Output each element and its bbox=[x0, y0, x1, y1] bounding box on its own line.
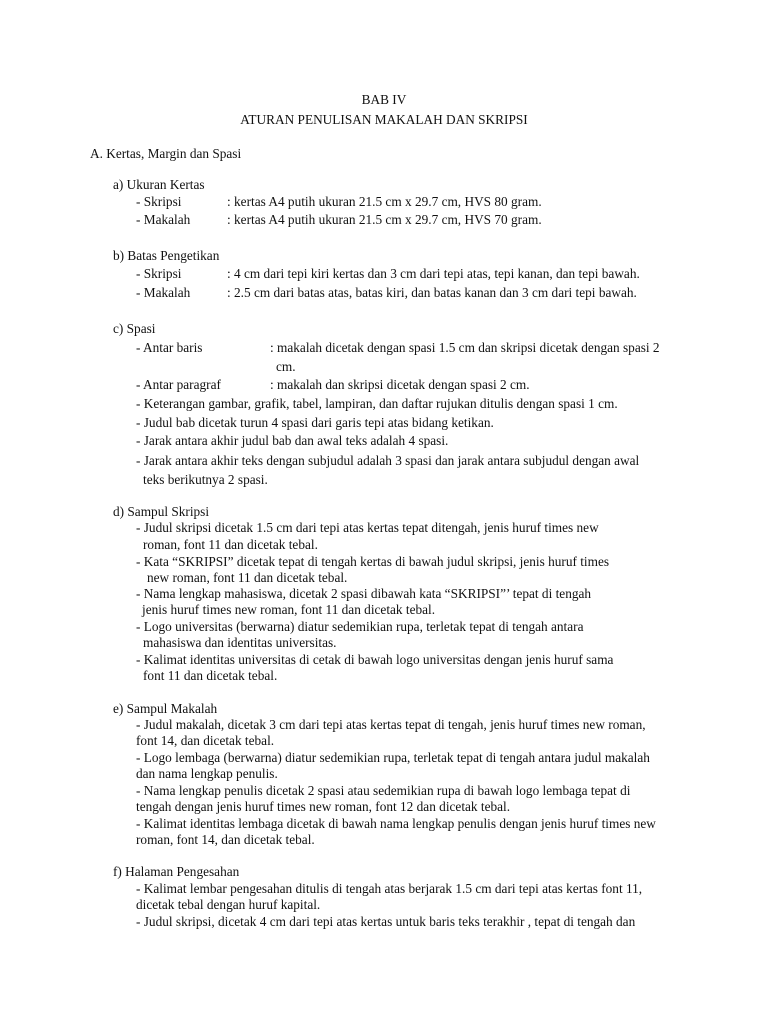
section-a-heading: A. Kertas, Margin dan Spasi bbox=[90, 146, 242, 161]
c-paragraf-value: : makalah dan skripsi dicetak dengan spasi 2 cm. bbox=[270, 377, 530, 392]
e-line-1: - Judul makalah, dicetak 3 cm dari tepi atas kertas tepat di tengah, jenis huruf times new roman, bbox=[136, 717, 646, 732]
e-line-1-cont: font 14, dan dicetak tebal. bbox=[136, 733, 275, 748]
a-makalah-label: - Makalah bbox=[136, 212, 191, 227]
c-line-4: - Jarak antara akhir teks dengan subjudul adalah 3 spasi dan jarak antara subjudul dengan awal bbox=[136, 453, 640, 468]
e-line-3: - Nama lengkap penulis dicetak 2 spasi atau sedemikian rupa di bawah logo lembaga tepat di bbox=[136, 783, 631, 798]
d-line-1-cont: roman, font 11 dan dicetak tebal. bbox=[143, 537, 318, 552]
e-line-4: - Kalimat identitas lembaga dicetak di bawah nama lengkap penulis dengan jenis huruf times new bbox=[136, 816, 656, 831]
d-line-2-cont: new roman, font 11 dan dicetak tebal. bbox=[147, 570, 348, 585]
e-line-4-cont: roman, font 14, dan dicetak tebal. bbox=[136, 832, 315, 847]
b-skripsi-label: - Skripsi bbox=[136, 266, 182, 281]
c-baris-value: : makalah dicetak dengan spasi 1.5 cm dan skripsi dicetak dengan spasi 2 bbox=[270, 340, 660, 355]
b-makalah-label: - Makalah bbox=[136, 285, 191, 300]
subsection-a-heading: a) Ukuran Kertas bbox=[113, 177, 205, 192]
d-line-4: - Logo universitas (berwarna) diatur sedemikian rupa, terletak tepat di tengah antara bbox=[136, 619, 584, 634]
d-line-2: - Kata “SKRIPSI” dicetak tepat di tengah kertas di bawah judul skripsi, jenis huruf times bbox=[136, 554, 610, 569]
c-baris-value-cont: cm. bbox=[276, 359, 296, 374]
d-line-4-cont: mahasiswa dan identitas universitas. bbox=[143, 635, 337, 650]
e-line-3-cont: tengah dengan jenis huruf times new roman, font 12 dan dicetak tebal. bbox=[136, 799, 511, 814]
chapter-title: ATURAN PENULISAN MAKALAH DAN SKRIPSI bbox=[240, 112, 528, 127]
d-line-5-cont: font 11 dan dicetak tebal. bbox=[143, 668, 278, 683]
subsection-f-heading: f) Halaman Pengesahan bbox=[113, 864, 240, 879]
subsection-b-heading: b) Batas Pengetikan bbox=[113, 248, 220, 263]
a-skripsi-label: - Skripsi bbox=[136, 194, 182, 209]
c-line-1: - Keterangan gambar, grafik, tabel, lampiran, dan daftar rujukan ditulis dengan spasi 1 cm. bbox=[136, 396, 618, 411]
c-line-3: - Jarak antara akhir judul bab dan awal teks adalah 4 spasi. bbox=[136, 433, 449, 448]
b-makalah-value: : 2.5 cm dari batas atas, batas kiri, dan batas kanan dan 3 cm dari tepi bawah. bbox=[227, 285, 637, 300]
a-makalah-value: : kertas A4 putih ukuran 21.5 cm x 29.7 cm, HVS 70 gram. bbox=[227, 212, 542, 227]
chapter-number: BAB IV bbox=[361, 92, 407, 107]
c-paragraf-label: - Antar paragraf bbox=[136, 377, 221, 392]
a-skripsi-value: : kertas A4 putih ukuran 21.5 cm x 29.7 cm, HVS 80 gram. bbox=[227, 194, 542, 209]
subsection-c-heading: c) Spasi bbox=[113, 321, 156, 336]
subsection-d-heading: d) Sampul Skripsi bbox=[113, 504, 210, 519]
f-line-1-cont: dicetak tebal dengan huruf kapital. bbox=[136, 897, 321, 912]
d-line-3: - Nama lengkap mahasiswa, dicetak 2 spasi dibawah kata “SKRIPSI”’ tepat di tengah bbox=[136, 586, 592, 601]
f-line-1: - Kalimat lembar pengesahan ditulis di tengah atas berjarak 1.5 cm dari tepi atas kertas font 11, bbox=[136, 881, 643, 896]
d-line-5: - Kalimat identitas universitas di cetak di bawah logo universitas dengan jenis huruf sama bbox=[136, 652, 614, 667]
f-line-2: - Judul skripsi, dicetak 4 cm dari tepi atas kertas untuk baris teks terakhir , tepat di tengah dan bbox=[136, 914, 636, 929]
c-line-4-cont: teks berikutnya 2 spasi. bbox=[143, 472, 268, 487]
c-line-2: - Judul bab dicetak turun 4 spasi dari garis tepi atas bidang ketikan. bbox=[136, 415, 494, 430]
e-line-2-cont: dan nama lengkap penulis. bbox=[136, 766, 278, 781]
e-line-2: - Logo lembaga (berwarna) diatur sedemikian rupa, terletak tepat di tengah antara judul makalah bbox=[136, 750, 650, 765]
subsection-e-heading: e) Sampul Makalah bbox=[113, 701, 218, 716]
d-line-3-cont: jenis huruf times new roman, font 11 dan dicetak tebal. bbox=[142, 602, 436, 617]
b-skripsi-value: : 4 cm dari tepi kiri kertas dan 3 cm dari tepi atas, tepi kanan, dan tepi bawah. bbox=[227, 266, 640, 281]
c-baris-label: - Antar baris bbox=[136, 340, 203, 355]
d-line-1: - Judul skripsi dicetak 1.5 cm dari tepi atas kertas tepat ditengah, jenis huruf times new bbox=[136, 520, 599, 535]
